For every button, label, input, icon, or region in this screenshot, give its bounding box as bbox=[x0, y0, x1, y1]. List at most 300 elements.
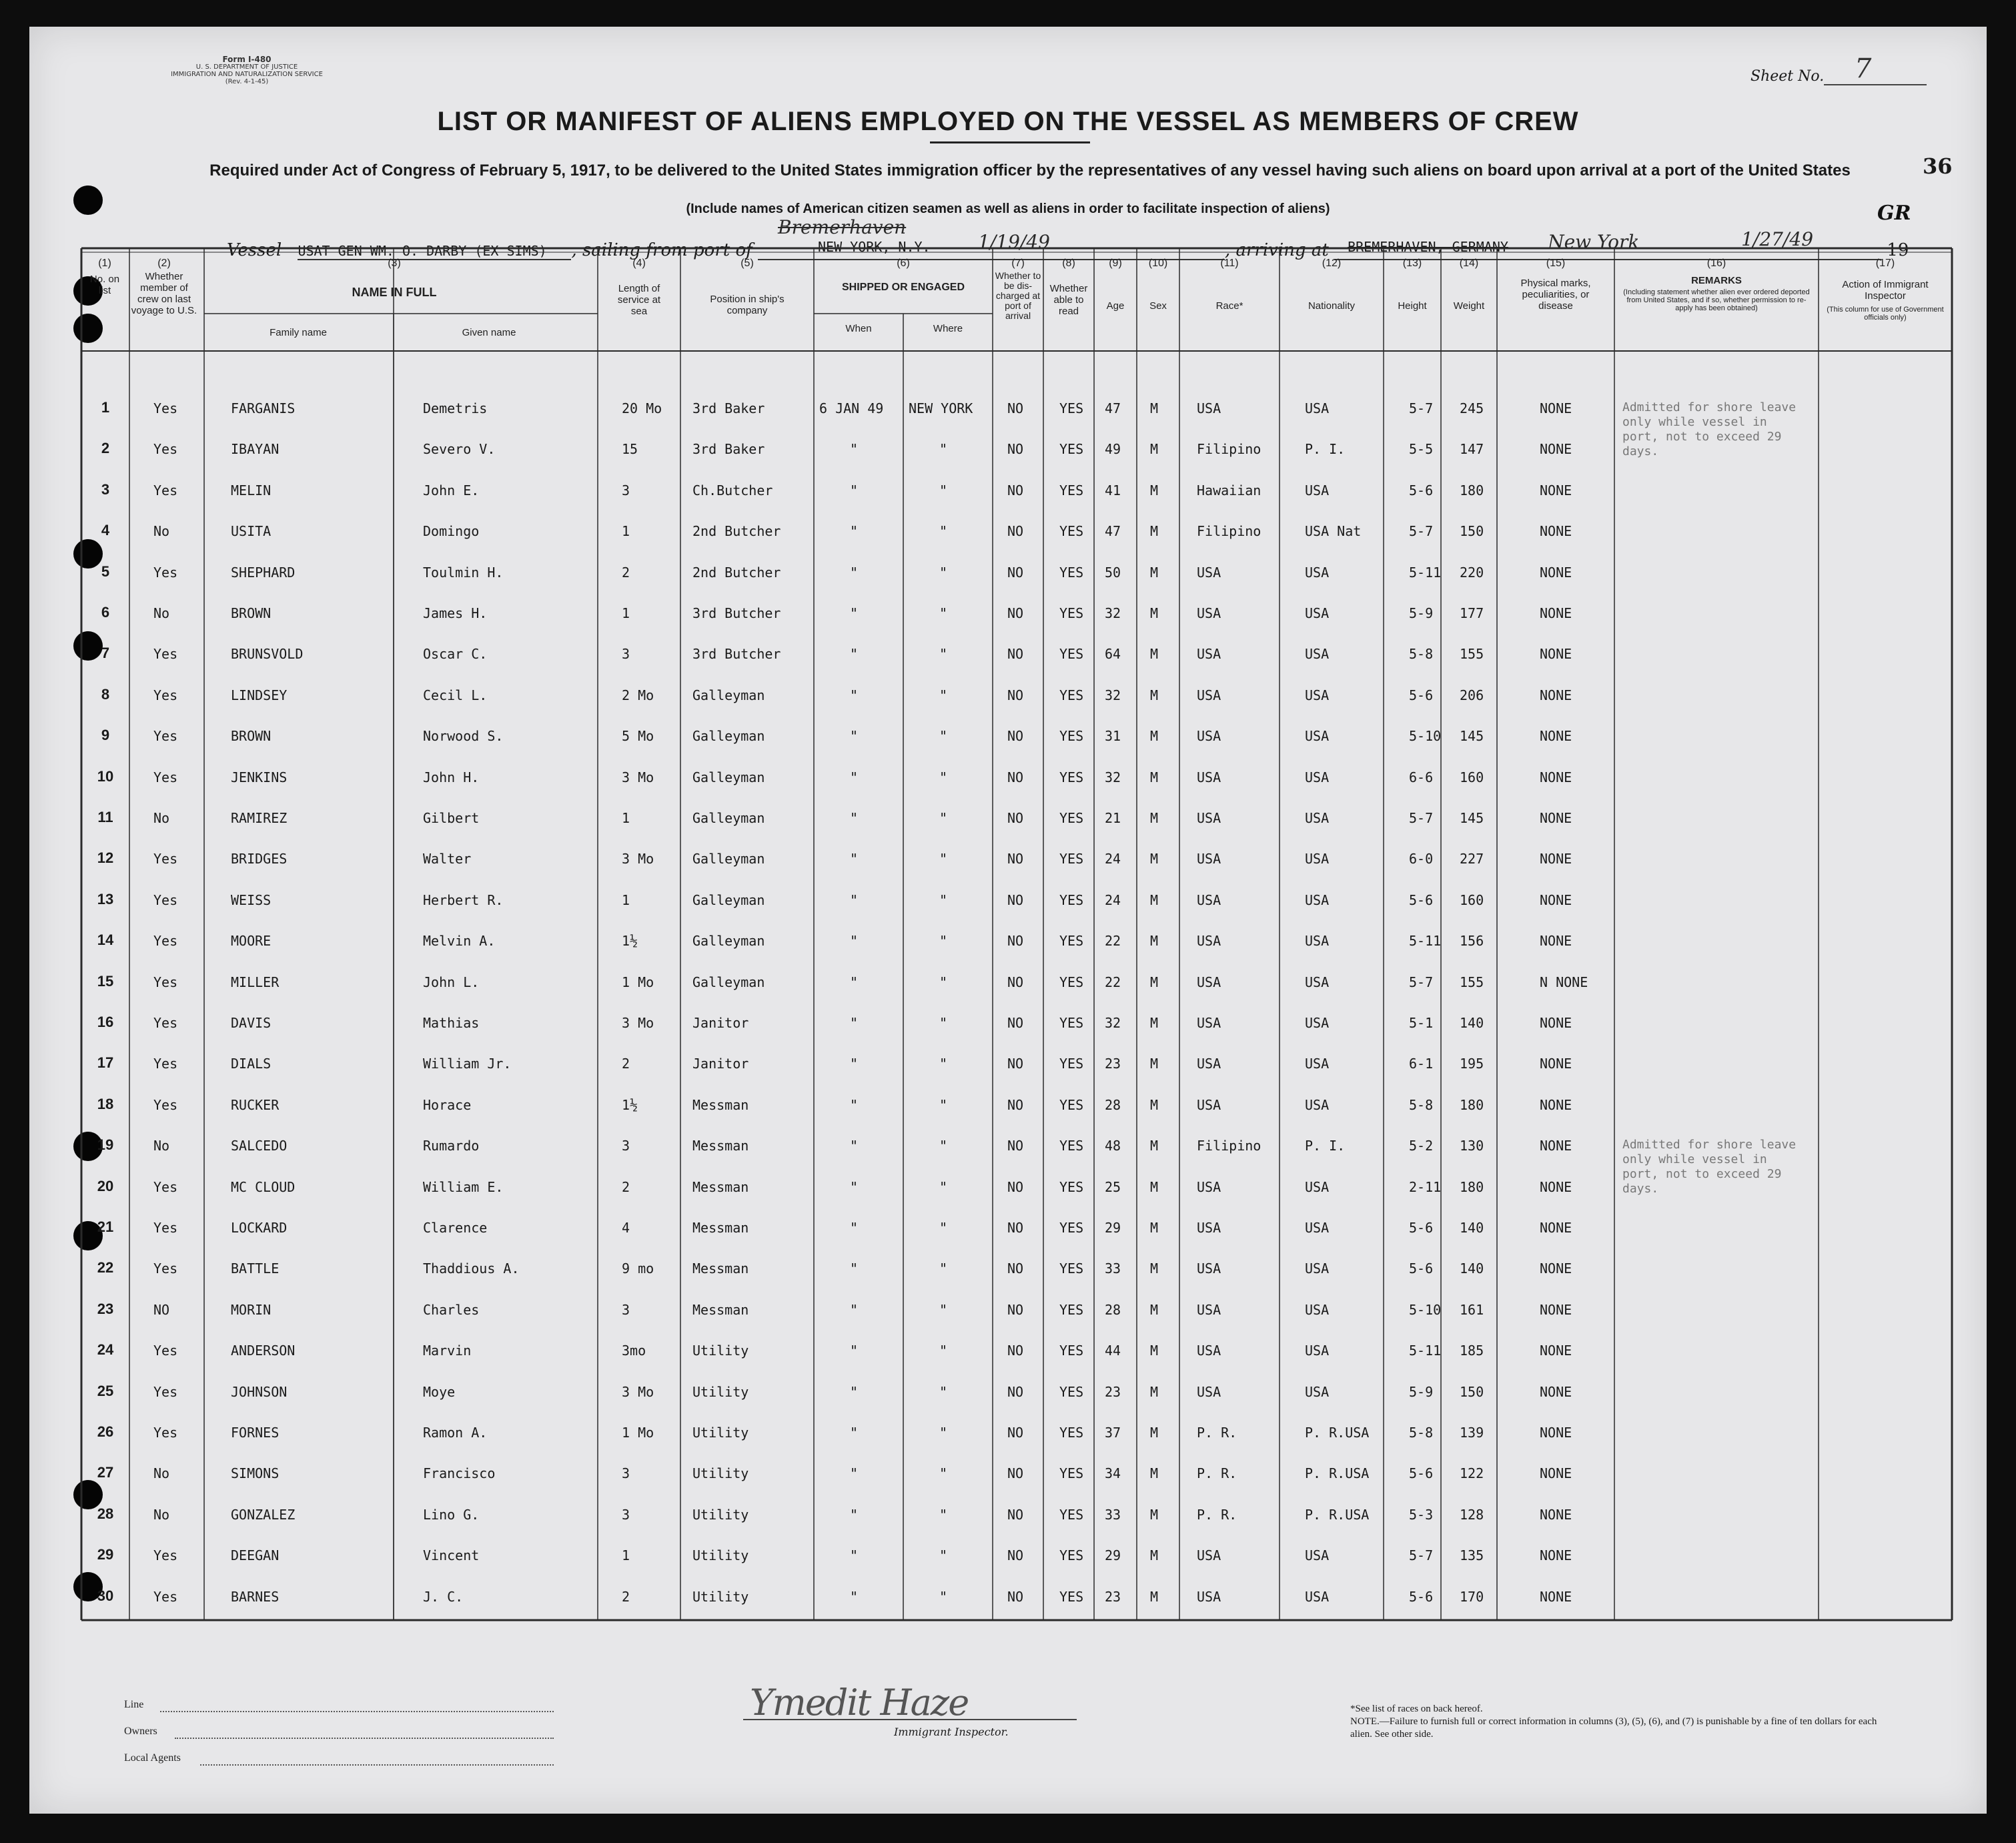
crew-last-voyage: No bbox=[153, 523, 170, 540]
col6a-header: When bbox=[845, 323, 872, 334]
crew-given-name: Charles bbox=[423, 1301, 480, 1318]
crew-family-name: BRIDGES bbox=[231, 851, 288, 867]
crew-race: USA bbox=[1197, 400, 1221, 416]
crew-age: 24 bbox=[1105, 851, 1121, 867]
crew-nationality: USA bbox=[1305, 1383, 1330, 1400]
col12-header: Nationality bbox=[1308, 300, 1356, 312]
crew-shipped-where: " bbox=[939, 1138, 948, 1154]
manifest-sheet bbox=[29, 27, 1987, 1814]
crew-shipped-when: " bbox=[850, 1547, 859, 1564]
crew-sex: M bbox=[1150, 974, 1159, 990]
crew-sex: M bbox=[1150, 1138, 1159, 1154]
crew-physical-marks: NONE bbox=[1540, 1301, 1572, 1318]
crew-race: P. R. bbox=[1197, 1506, 1237, 1523]
crew-position: Galleyman bbox=[692, 728, 765, 745]
crew-age: 64 bbox=[1105, 646, 1121, 663]
crew-position: Janitor bbox=[692, 1015, 749, 1031]
crew-sex: M bbox=[1150, 728, 1159, 745]
crew-list-number: 4 bbox=[101, 522, 110, 539]
crew-weight: 145 bbox=[1460, 810, 1484, 826]
crew-shipped-where: " bbox=[939, 523, 948, 540]
crew-family-name: RAMIREZ bbox=[231, 810, 288, 826]
crew-service-length: 2 bbox=[622, 564, 630, 581]
footer-line-label: Line bbox=[124, 1699, 144, 1710]
crew-last-voyage: Yes bbox=[153, 1343, 178, 1359]
crew-able-to-read: YES bbox=[1059, 933, 1084, 950]
crew-weight: 170 bbox=[1460, 1588, 1484, 1605]
col17-number: (17) bbox=[1875, 258, 1895, 269]
crew-list-number: 1 bbox=[101, 399, 110, 416]
crew-list-number: 5 bbox=[101, 563, 110, 580]
footer-agents-dots bbox=[200, 1764, 554, 1766]
crew-race: Filipino bbox=[1197, 441, 1262, 458]
crew-shipped-where: NEW YORK bbox=[909, 400, 973, 416]
crew-race: USA bbox=[1197, 646, 1221, 663]
crew-race: USA bbox=[1197, 810, 1221, 826]
crew-height: 5-7 bbox=[1409, 1547, 1434, 1564]
crew-family-name: SHEPHARD bbox=[231, 564, 296, 581]
crew-discharged: NO bbox=[1007, 1506, 1024, 1523]
crew-last-voyage: No bbox=[153, 1465, 170, 1482]
crew-last-voyage: Yes bbox=[153, 1588, 178, 1605]
crew-height: 5-6 bbox=[1409, 1260, 1434, 1277]
crew-physical-marks: NONE bbox=[1540, 1096, 1572, 1113]
crew-age: 31 bbox=[1105, 728, 1121, 745]
col15-header: Physical marks, peculiarities, or disease bbox=[1520, 278, 1591, 312]
col5-header: Position in ship's company bbox=[710, 294, 785, 316]
crew-age: 47 bbox=[1105, 400, 1121, 416]
crew-shipped-when: " bbox=[850, 1220, 859, 1236]
crew-list-number: 8 bbox=[101, 685, 110, 703]
crew-physical-marks: NONE bbox=[1540, 933, 1572, 950]
crew-service-length: 2 bbox=[622, 1178, 630, 1195]
crew-able-to-read: YES bbox=[1059, 1178, 1084, 1195]
crew-shipped-where: " bbox=[939, 1547, 948, 1564]
crew-able-to-read: YES bbox=[1059, 891, 1084, 908]
crew-height: 5-11 bbox=[1409, 1343, 1442, 1359]
crew-shipped-where: " bbox=[939, 974, 948, 990]
crew-height: 5-2 bbox=[1409, 1138, 1434, 1154]
col14-number: (14) bbox=[1459, 258, 1479, 269]
crew-shipped-where: " bbox=[939, 1015, 948, 1031]
crew-service-length: 1 Mo bbox=[622, 1425, 654, 1441]
crew-height: 5-7 bbox=[1409, 810, 1434, 826]
crew-able-to-read: YES bbox=[1059, 482, 1084, 498]
inspector-signature: Ymedit Haze bbox=[750, 1682, 969, 1724]
footer-owners-dots bbox=[175, 1738, 554, 1739]
crew-position: Messman bbox=[692, 1138, 749, 1154]
crew-family-name: USITA bbox=[231, 523, 272, 540]
crew-age: 29 bbox=[1105, 1220, 1121, 1236]
crew-discharged: NO bbox=[1007, 1465, 1024, 1482]
crew-height: 5-9 bbox=[1409, 1383, 1434, 1400]
crew-race: USA bbox=[1197, 769, 1221, 785]
col6-number: (6) bbox=[897, 258, 910, 269]
crew-shipped-when: " bbox=[850, 974, 859, 990]
footer-note-races: *See list of races on back hereof. bbox=[1350, 1704, 1483, 1714]
crew-race: Filipino bbox=[1197, 523, 1262, 540]
crew-able-to-read: YES bbox=[1059, 1588, 1084, 1605]
col4-header: Length of service at sea bbox=[617, 283, 661, 317]
crew-service-length: 3 Mo bbox=[622, 1383, 654, 1400]
crew-sex: M bbox=[1150, 1096, 1159, 1113]
arriving-label: , arriving at bbox=[1225, 240, 1329, 260]
crew-last-voyage: Yes bbox=[153, 400, 178, 416]
crew-service-length: 1 bbox=[622, 523, 630, 540]
crew-sex: M bbox=[1150, 1506, 1159, 1523]
crew-list-number: 16 bbox=[97, 1014, 114, 1030]
crew-list-number: 30 bbox=[97, 1587, 114, 1604]
crew-sex: M bbox=[1150, 891, 1159, 908]
crew-position: Galleyman bbox=[692, 687, 765, 703]
crew-family-name: BATTLE bbox=[231, 1260, 280, 1277]
crew-physical-marks: NONE bbox=[1540, 1465, 1572, 1482]
crew-shipped-when: " bbox=[850, 1138, 859, 1154]
crew-nationality: USA bbox=[1305, 810, 1330, 826]
crew-nationality: USA bbox=[1305, 1343, 1330, 1359]
crew-nationality: USA bbox=[1305, 769, 1330, 785]
crew-family-name: DEEGAN bbox=[231, 1547, 280, 1564]
crew-last-voyage: Yes bbox=[153, 728, 178, 745]
col3a-header: Family name bbox=[270, 327, 327, 338]
crew-position: 3rd Baker bbox=[692, 441, 765, 458]
crew-service-length: 1 bbox=[622, 605, 630, 621]
crew-shipped-where: " bbox=[939, 810, 948, 826]
crew-sex: M bbox=[1150, 1425, 1159, 1441]
crew-service-length: 1 bbox=[622, 810, 630, 826]
crew-last-voyage: NO bbox=[153, 1301, 170, 1318]
crew-service-length: 3 Mo bbox=[622, 1015, 654, 1031]
crew-shipped-when: " bbox=[850, 810, 859, 826]
crew-age: 34 bbox=[1105, 1465, 1121, 1482]
crew-height: 5-9 bbox=[1409, 605, 1434, 621]
crew-shipped-where: " bbox=[939, 564, 948, 581]
crew-given-name: Lino G. bbox=[423, 1506, 480, 1523]
crew-service-length: 3 bbox=[622, 482, 630, 498]
crew-shipped-when: " bbox=[850, 1343, 859, 1359]
crew-nationality: USA bbox=[1305, 933, 1330, 950]
col6b-header: Where bbox=[933, 323, 963, 334]
crew-shipped-where: " bbox=[939, 1260, 948, 1277]
crew-discharged: NO bbox=[1007, 728, 1024, 745]
crew-shipped-where: " bbox=[939, 605, 948, 621]
crew-list-number: 15 bbox=[97, 972, 114, 990]
crew-physical-marks: NONE bbox=[1540, 482, 1572, 498]
crew-height: 5-1 bbox=[1409, 1015, 1434, 1031]
crew-discharged: NO bbox=[1007, 1138, 1024, 1154]
crew-last-voyage: Yes bbox=[153, 1178, 178, 1195]
crew-last-voyage: Yes bbox=[153, 851, 178, 867]
crew-shipped-where: " bbox=[939, 933, 948, 950]
crew-sex: M bbox=[1150, 1260, 1159, 1277]
remark-note: Admitted for shore leave only while vessel in port, not to exceed 29 days. bbox=[1622, 400, 1797, 458]
sailing-port-handwritten: Bremerhaven bbox=[778, 216, 907, 238]
crew-height: 5-8 bbox=[1409, 1425, 1434, 1441]
crew-list-number: 29 bbox=[97, 1546, 114, 1563]
crew-weight: 180 bbox=[1460, 1096, 1484, 1113]
footer-agents-label: Local Agents bbox=[124, 1752, 181, 1764]
crew-position: Galleyman bbox=[692, 891, 765, 908]
crew-discharged: NO bbox=[1007, 441, 1024, 458]
crew-nationality: USA bbox=[1305, 1547, 1330, 1564]
col8-header: Whether able to read bbox=[1049, 283, 1088, 317]
crew-discharged: NO bbox=[1007, 482, 1024, 498]
crew-weight: 145 bbox=[1460, 728, 1484, 745]
crew-given-name: John L. bbox=[423, 974, 480, 990]
sailing-port-typed: NEW YORK, N.Y. bbox=[818, 239, 931, 255]
crew-service-length: 1½ bbox=[622, 1096, 638, 1113]
crew-shipped-where: " bbox=[939, 1588, 948, 1605]
crew-family-name: SALCEDO bbox=[231, 1138, 288, 1154]
crew-sex: M bbox=[1150, 810, 1159, 826]
crew-able-to-read: YES bbox=[1059, 1220, 1084, 1236]
crew-able-to-read: YES bbox=[1059, 1465, 1084, 1482]
crew-family-name: BARNES bbox=[231, 1588, 280, 1605]
crew-height: 5-8 bbox=[1409, 1096, 1434, 1113]
crew-service-length: 1½ bbox=[622, 933, 638, 950]
crew-weight: 227 bbox=[1460, 851, 1484, 867]
crew-given-name: Cecil L. bbox=[423, 687, 488, 703]
crew-given-name: Rumardo bbox=[423, 1138, 480, 1154]
crew-height: 5-7 bbox=[1409, 974, 1434, 990]
crew-sex: M bbox=[1150, 1178, 1159, 1195]
corner-number: 36 bbox=[1923, 153, 1953, 179]
crew-able-to-read: YES bbox=[1059, 523, 1084, 540]
crew-given-name: Norwood S. bbox=[423, 728, 504, 745]
crew-shipped-when: " bbox=[850, 1056, 859, 1072]
crew-physical-marks: N NONE bbox=[1540, 974, 1588, 990]
crew-physical-marks: NONE bbox=[1540, 1588, 1572, 1605]
crew-physical-marks: NONE bbox=[1540, 1425, 1572, 1441]
crew-age: 32 bbox=[1105, 605, 1121, 621]
form-number: Form I-480 bbox=[222, 55, 272, 64]
crew-height: 5-6 bbox=[1409, 482, 1434, 498]
arriving-port-handwritten: New York bbox=[1548, 231, 1640, 253]
crew-able-to-read: YES bbox=[1059, 769, 1084, 785]
col17-note: (This column for use of Government officials only) bbox=[1827, 306, 1944, 322]
crew-service-length: 3 Mo bbox=[622, 769, 654, 785]
crew-given-name: Ramon A. bbox=[423, 1425, 488, 1441]
crew-position: 3rd Butcher bbox=[692, 605, 781, 621]
crew-service-length: 5 Mo bbox=[622, 728, 654, 745]
crew-able-to-read: YES bbox=[1059, 1343, 1084, 1359]
crew-given-name: Toulmin H. bbox=[423, 564, 504, 581]
col2-header: Whether member of crew on last voyage to U.S. bbox=[131, 271, 197, 316]
crew-family-name: LINDSEY bbox=[231, 687, 288, 703]
crew-physical-marks: NONE bbox=[1540, 1178, 1572, 1195]
crew-height: 5-10 bbox=[1409, 728, 1442, 745]
crew-age: 29 bbox=[1105, 1547, 1121, 1564]
crew-shipped-when: 6 JAN 49 bbox=[819, 400, 884, 416]
crew-given-name: Mathias bbox=[423, 1015, 480, 1031]
crew-last-voyage: No bbox=[153, 1506, 170, 1523]
crew-physical-marks: NONE bbox=[1540, 1015, 1572, 1031]
crew-service-length: 3mo bbox=[622, 1343, 646, 1359]
crew-position: Utility bbox=[692, 1506, 749, 1523]
crew-physical-marks: NONE bbox=[1540, 1383, 1572, 1400]
crew-weight: 180 bbox=[1460, 482, 1484, 498]
crew-shipped-where: " bbox=[939, 646, 948, 663]
crew-sex: M bbox=[1150, 1056, 1159, 1072]
crew-shipped-when: " bbox=[850, 441, 859, 458]
crew-able-to-read: YES bbox=[1059, 1506, 1084, 1523]
crew-height: 5-6 bbox=[1409, 891, 1434, 908]
crew-nationality: USA bbox=[1305, 605, 1330, 621]
crew-sex: M bbox=[1150, 933, 1159, 950]
crew-list-number: 10 bbox=[97, 767, 114, 785]
crew-shipped-where: " bbox=[939, 1301, 948, 1318]
crew-shipped-when: " bbox=[850, 605, 859, 621]
crew-shipped-when: " bbox=[850, 564, 859, 581]
col16-header: REMARKS bbox=[1691, 275, 1742, 286]
crew-family-name: BRUNSVOLD bbox=[231, 646, 304, 663]
crew-age: 22 bbox=[1105, 974, 1121, 990]
crew-service-length: 15 bbox=[622, 441, 638, 458]
crew-given-name: James H. bbox=[423, 605, 488, 621]
crew-weight: 156 bbox=[1460, 933, 1484, 950]
crew-able-to-read: YES bbox=[1059, 1547, 1084, 1564]
crew-height: 2-11 bbox=[1409, 1178, 1442, 1195]
crew-given-name: Gilbert bbox=[423, 810, 480, 826]
crew-last-voyage: Yes bbox=[153, 646, 178, 663]
crew-family-name: FARGANIS bbox=[231, 400, 296, 416]
crew-family-name: ANDERSON bbox=[231, 1343, 296, 1359]
vessel-name: USAT GEN WM. O. DARBY (EX SIMS) bbox=[298, 243, 571, 260]
crew-height: 5-7 bbox=[1409, 400, 1434, 416]
year-label: 19 bbox=[1887, 240, 1909, 260]
page-subnote: (Include names of American citizen seamen as well as aliens in order to facilitate inspection of aliens) bbox=[686, 202, 1330, 216]
crew-shipped-where: " bbox=[939, 769, 948, 785]
crew-list-number: 11 bbox=[97, 809, 113, 825]
crew-sex: M bbox=[1150, 1015, 1159, 1031]
crew-nationality: USA bbox=[1305, 1260, 1330, 1277]
crew-race: USA bbox=[1197, 1015, 1221, 1031]
crew-height: 5-11 bbox=[1409, 564, 1442, 581]
crew-height: 5-11 bbox=[1409, 933, 1442, 950]
crew-race: USA bbox=[1197, 1260, 1221, 1277]
crew-weight: 122 bbox=[1460, 1465, 1484, 1482]
crew-race: USA bbox=[1197, 1547, 1221, 1564]
crew-service-length: 3 bbox=[622, 646, 630, 663]
crew-sex: M bbox=[1150, 1588, 1159, 1605]
crew-family-name: WEISS bbox=[231, 891, 272, 908]
crew-last-voyage: Yes bbox=[153, 441, 178, 458]
arriving-date-handwritten: 1/27/49 bbox=[1741, 228, 1814, 250]
crew-service-length: 1 Mo bbox=[622, 974, 654, 990]
crew-list-number: 20 bbox=[97, 1177, 114, 1194]
crew-height: 5-6 bbox=[1409, 1465, 1434, 1482]
crew-sex: M bbox=[1150, 769, 1159, 785]
crew-race: USA bbox=[1197, 974, 1221, 990]
col2-number: (2) bbox=[157, 258, 171, 269]
form-dept: U. S. DEPARTMENT OF JUSTICE bbox=[195, 63, 298, 71]
crew-age: 32 bbox=[1105, 1015, 1121, 1031]
crew-last-voyage: Yes bbox=[153, 1096, 178, 1113]
crew-last-voyage: Yes bbox=[153, 1383, 178, 1400]
col3-number: (3) bbox=[388, 258, 401, 269]
crew-shipped-when: " bbox=[850, 891, 859, 908]
crew-family-name: IBAYAN bbox=[231, 441, 280, 458]
crew-given-name: Vincent bbox=[423, 1547, 480, 1564]
crew-last-voyage: Yes bbox=[153, 974, 178, 990]
inspector-label: Immigrant Inspector. bbox=[894, 1726, 1009, 1738]
crew-given-name: Clarence bbox=[423, 1220, 488, 1236]
col9-number: (9) bbox=[1109, 258, 1122, 269]
crew-last-voyage: Yes bbox=[153, 482, 178, 498]
crew-last-voyage: Yes bbox=[153, 769, 178, 785]
crew-given-name: Thaddious A. bbox=[423, 1260, 520, 1277]
crew-discharged: NO bbox=[1007, 564, 1024, 581]
arriving-port-typed: BREMERHAVEN, GERMANY bbox=[1348, 239, 1508, 255]
crew-able-to-read: YES bbox=[1059, 687, 1084, 703]
crew-able-to-read: YES bbox=[1059, 1015, 1084, 1031]
crew-nationality: P. R.USA bbox=[1305, 1425, 1370, 1441]
crew-able-to-read: YES bbox=[1059, 564, 1084, 581]
col14-header: Weight bbox=[1453, 300, 1485, 312]
col4-number: (4) bbox=[632, 258, 646, 269]
crew-discharged: NO bbox=[1007, 1096, 1024, 1113]
sailing-label: , sailing from port of bbox=[571, 240, 752, 260]
crew-shipped-where: " bbox=[939, 1178, 948, 1195]
crew-discharged: NO bbox=[1007, 605, 1024, 621]
crew-shipped-when: " bbox=[850, 646, 859, 663]
crew-physical-marks: NONE bbox=[1540, 441, 1572, 458]
crew-nationality: P. I. bbox=[1305, 1138, 1346, 1154]
crew-sex: M bbox=[1150, 646, 1159, 663]
crew-age: 22 bbox=[1105, 933, 1121, 950]
crew-service-length: 4 bbox=[622, 1220, 630, 1236]
col3-header: NAME IN FULL bbox=[352, 286, 437, 299]
crew-discharged: NO bbox=[1007, 1343, 1024, 1359]
crew-nationality: USA bbox=[1305, 646, 1330, 663]
crew-family-name: MC CLOUD bbox=[231, 1178, 296, 1195]
crew-physical-marks: NONE bbox=[1540, 646, 1572, 663]
crew-age: 44 bbox=[1105, 1343, 1121, 1359]
col1-header: No. on list bbox=[89, 274, 120, 296]
crew-weight: 160 bbox=[1460, 891, 1484, 908]
crew-position: Utility bbox=[692, 1588, 749, 1605]
crew-physical-marks: NONE bbox=[1540, 400, 1572, 416]
crew-family-name: MELIN bbox=[231, 482, 272, 498]
crew-weight: 135 bbox=[1460, 1547, 1484, 1564]
crew-position: Messman bbox=[692, 1301, 749, 1318]
crew-age: 28 bbox=[1105, 1301, 1121, 1318]
crew-race: USA bbox=[1197, 1588, 1221, 1605]
crew-family-name: DAVIS bbox=[231, 1015, 272, 1031]
crew-able-to-read: YES bbox=[1059, 1138, 1084, 1154]
crew-list-number: 23 bbox=[97, 1300, 114, 1317]
sailing-date-handwritten: 1/19/49 bbox=[978, 231, 1050, 253]
crew-nationality: USA bbox=[1305, 400, 1330, 416]
crew-last-voyage: Yes bbox=[153, 933, 178, 950]
signature-line bbox=[743, 1719, 1077, 1720]
crew-age: 25 bbox=[1105, 1178, 1121, 1195]
crew-nationality: USA bbox=[1305, 564, 1330, 581]
crew-height: 5-6 bbox=[1409, 1220, 1434, 1236]
crew-age: 23 bbox=[1105, 1383, 1121, 1400]
crew-position: Utility bbox=[692, 1425, 749, 1441]
crew-discharged: NO bbox=[1007, 646, 1024, 663]
crew-shipped-where: " bbox=[939, 441, 948, 458]
crew-shipped-when: " bbox=[850, 1096, 859, 1113]
crew-age: 50 bbox=[1105, 564, 1121, 581]
crew-age: 32 bbox=[1105, 687, 1121, 703]
crew-age: 33 bbox=[1105, 1506, 1121, 1523]
crew-discharged: NO bbox=[1007, 1015, 1024, 1031]
crew-nationality: USA bbox=[1305, 1220, 1330, 1236]
sheet-no-value: 7 bbox=[1855, 53, 1872, 84]
crew-shipped-where: " bbox=[939, 1220, 948, 1236]
